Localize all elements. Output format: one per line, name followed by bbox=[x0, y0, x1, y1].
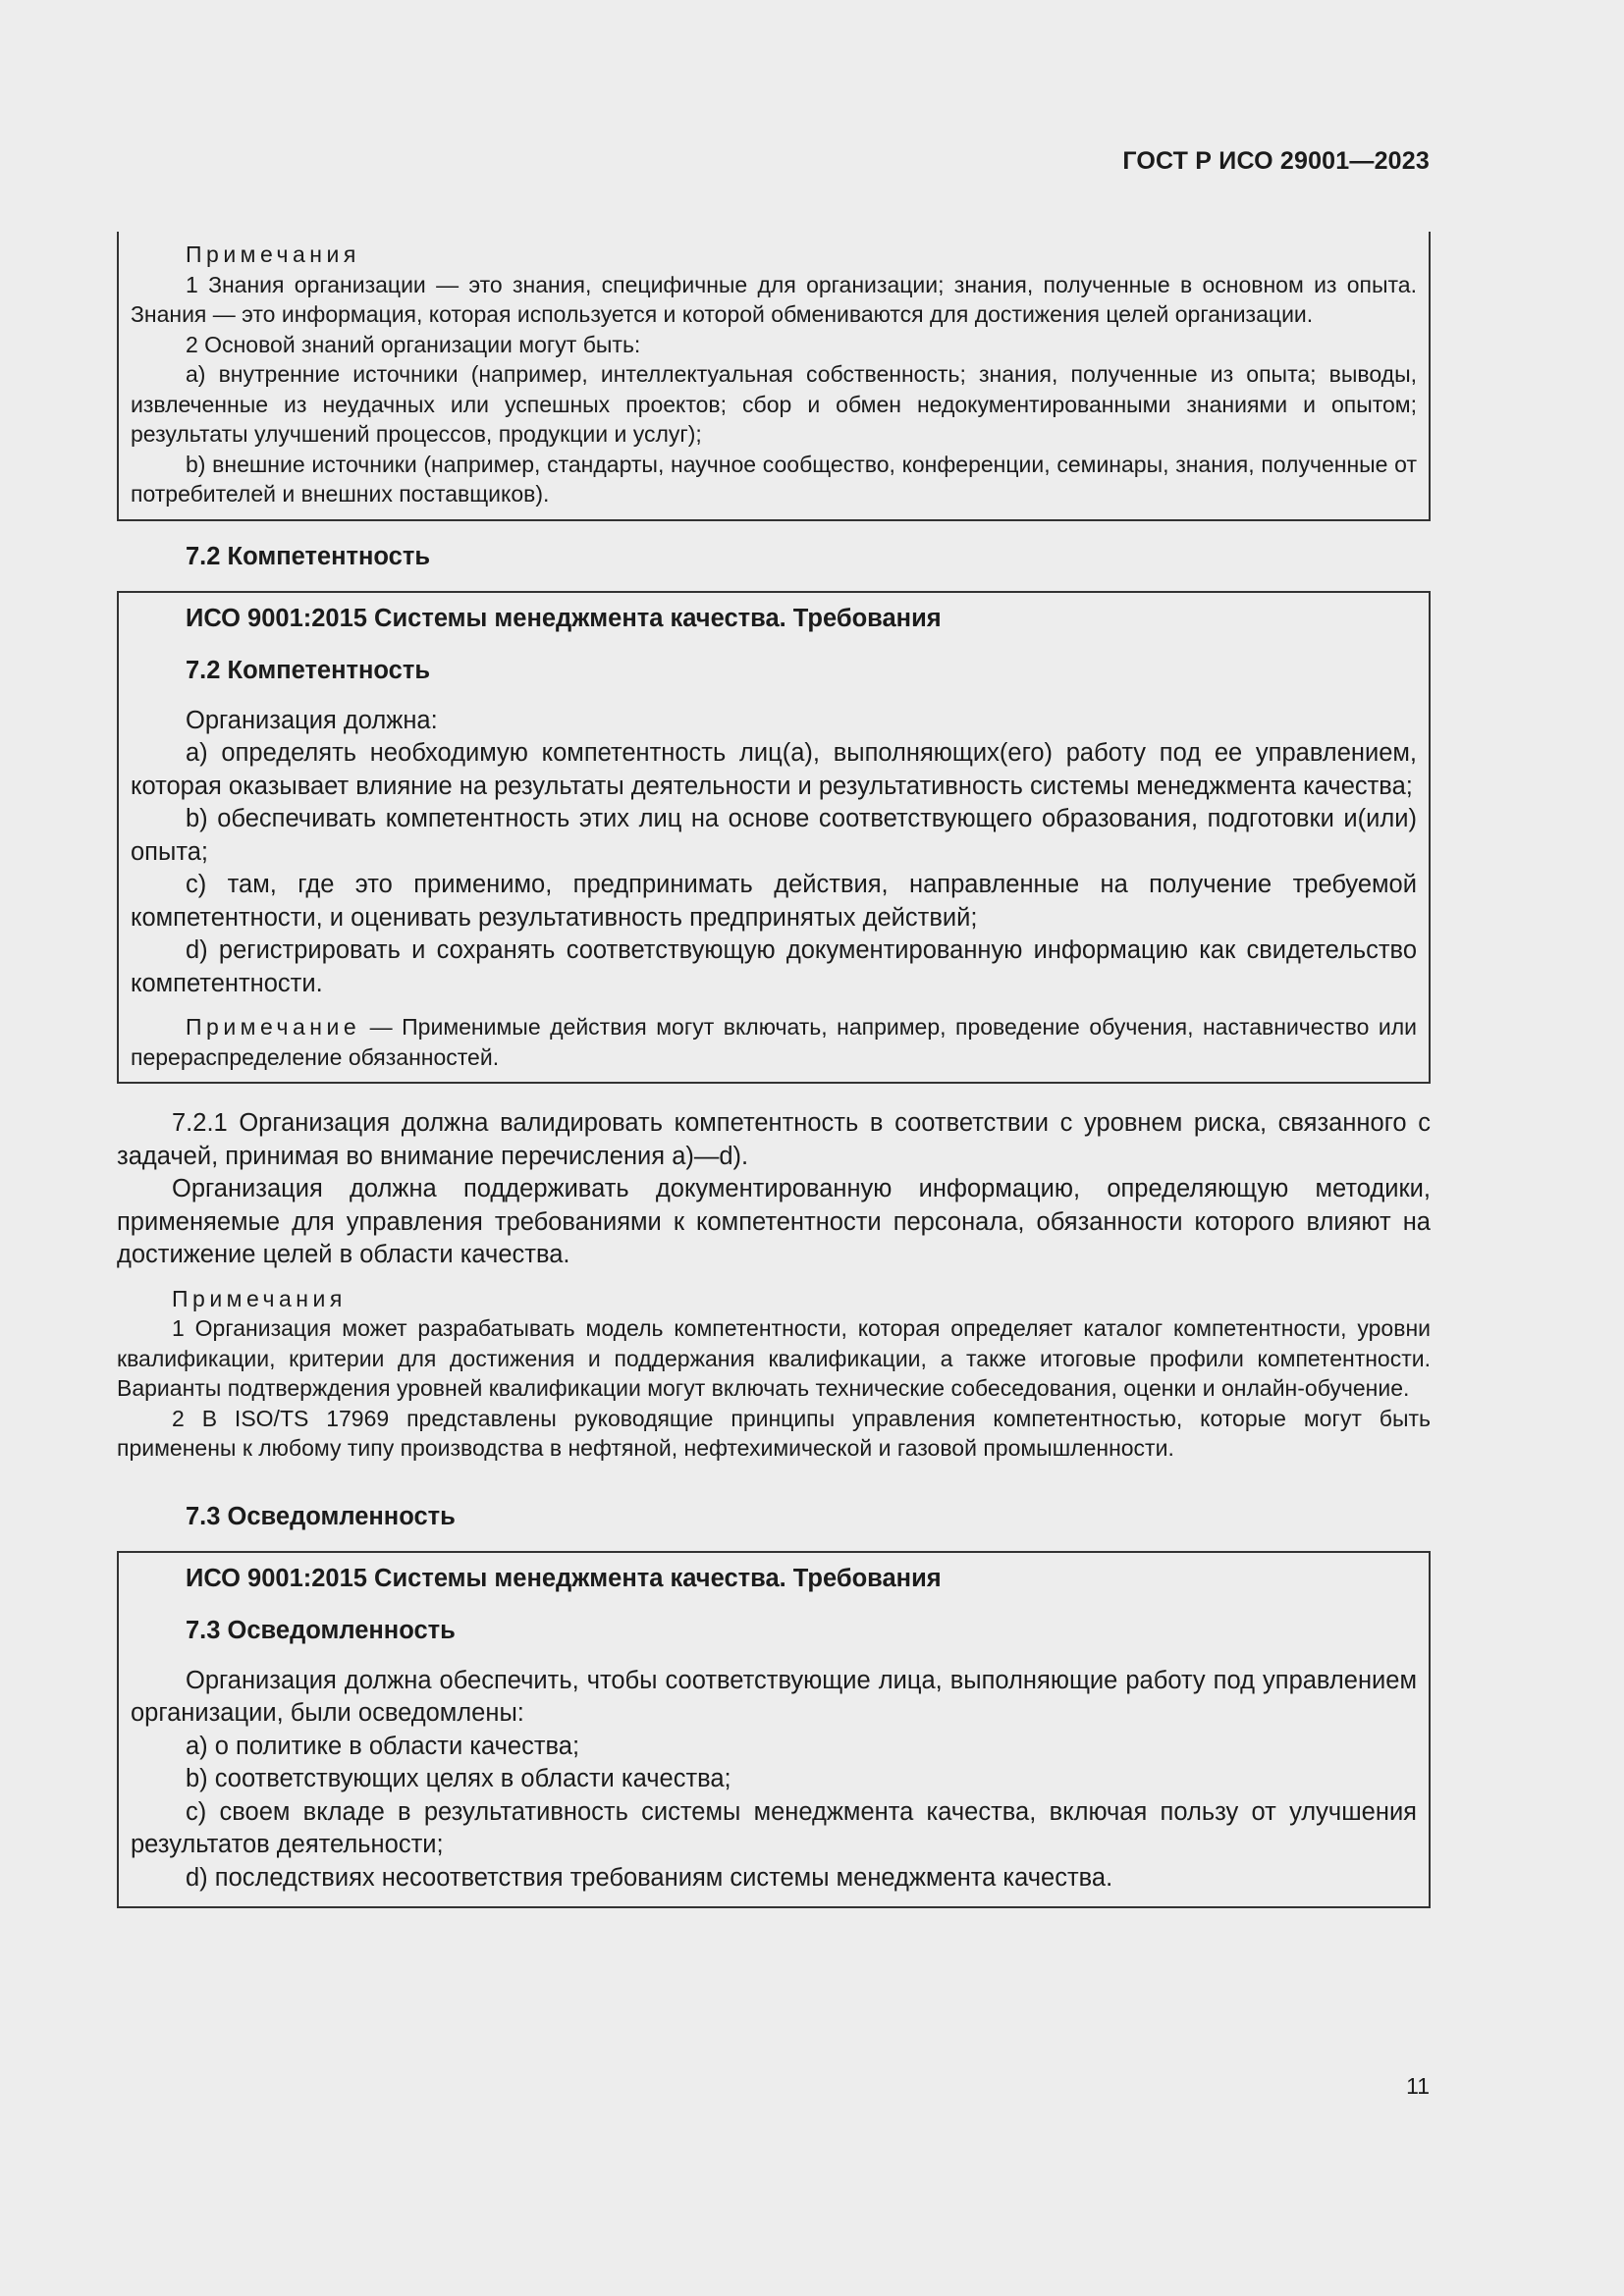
section-7-2-1 bbox=[117, 1107, 1431, 1272]
section-heading-7-2: 7.2 Компетентность bbox=[186, 542, 430, 570]
list-item-a: a) о политике в области качества; bbox=[186, 1732, 580, 1760]
list-item-b: b) обеспечивать компетентность этих лиц на основе соответствующего образования, подготовки и(или) опыта; bbox=[131, 805, 1417, 866]
list-item-c: c) своем вкладе в результативность системы менеджмента качества, включая пользу от улучшения результатов деятельности; bbox=[131, 1797, 1417, 1858]
notes-7-2-1 bbox=[117, 1284, 1431, 1464]
note-label: Примечание bbox=[186, 1014, 361, 1040]
section-heading-7-3: 7.3 Осведомленность bbox=[186, 1502, 456, 1530]
paragraph-documented-info: Организация должна поддерживать документированную информацию, определяющую методики, применяемые для управления требованиями к компетентности персонала, обязанности которого влияют на достижение целей в области качества. bbox=[117, 1175, 1431, 1268]
notes-heading: Примечания bbox=[172, 1285, 347, 1311]
list-item-c: c) там, где это применимо, предпринимать действия, направленные на получение требуемой компетентности, и оценивать результативность предпринятых действий; bbox=[131, 871, 1417, 932]
intro-text: Организация должна обеспечить, чтобы соответствующие лица, выполняющие работу под управлением организации, были осведомлены: bbox=[131, 1666, 1417, 1727]
list-item-d: d) последствиях несоответствия требованиям системы менеджмента качества. bbox=[186, 1863, 1113, 1892]
iso9001-quote-box-7-2 bbox=[117, 591, 1431, 1085]
note-1: 1 Организация может разрабатывать модель компетентности, которая определяет каталог компетентности, уровни квалификации, критерии для достижения и поддержания квалификации, а также итоговые профили компетентности. Варианты подтверждения уровней квалификации могут включать технические собеседования, оценки и онлайн-обучение. bbox=[117, 1315, 1431, 1401]
paragraph-7-2-1: 7.2.1 Организация должна валидировать компетентность в соответствии с уровнем риска, связанного с задачей, принимая во внимание перечисления a)—d). bbox=[117, 1109, 1431, 1170]
intro-text: Организация должна: bbox=[186, 706, 438, 734]
note-text: — Применимые действия могут включать, например, проведение обучения, наставничество или перераспределение обязанностей. bbox=[131, 1014, 1417, 1070]
list-item-d: d) регистрировать и сохранять соответствующую документированную информацию как свидетельство компетентности. bbox=[131, 936, 1417, 997]
iso9001-quote-box-7-3 bbox=[117, 1551, 1431, 1909]
standard-title: ИСО 9001:2015 Системы менеджмента качества. Требования bbox=[186, 604, 942, 632]
standard-title: ИСО 9001:2015 Системы менеджмента качества. Требования bbox=[186, 1564, 942, 1592]
document-id: ГОСТ Р ИСО 29001—2023 bbox=[1122, 147, 1430, 175]
quoted-section-heading: 7.2 Компетентность bbox=[186, 656, 430, 684]
note-2: 2 В ISO/TS 17969 представлены руководящие принципы управления компетентностью, которые могут быть применены к любому типу производства в нефтяной, нефтехимической и газовой промышленности. bbox=[117, 1405, 1431, 1461]
notes-box bbox=[117, 232, 1431, 521]
list-item-b: b) соответствующих целях в области качества; bbox=[186, 1765, 731, 1792]
note-2: 2 Основой знаний организации могут быть: bbox=[186, 331, 641, 357]
page-number: 11 bbox=[1406, 2073, 1430, 2099]
note-2-item-b: b) внешние источники (например, стандарты, научное сообщество, конференции, семинары, знания, полученные от потребителей и внешних поставщиков). bbox=[131, 451, 1417, 507]
page-content bbox=[117, 232, 1431, 1908]
note-2-item-a: a) внутренние источники (например, интеллектуальная собственность; знания, полученные из опыта; выводы, извлеченные из неудачных или успешных проектов; сбор и обмен недокументированными знаниями и опытом; результаты улучшений процессов, продукции и услуг); bbox=[131, 361, 1417, 447]
quoted-section-heading: 7.3 Осведомленность bbox=[186, 1616, 456, 1644]
list-item-a: a) определять необходимую компетентность лиц(а), выполняющих(его) работу под ее управлением, которая оказывает влияние на результаты деятельности и результативность системы менеджмента качества; bbox=[131, 739, 1417, 800]
note-1: 1 Знания организации — это знания, специфичные для организации; знания, полученные в основном из опыта. Знания — это информация, которая используется и которой обмениваются для достижения целей организации. bbox=[131, 271, 1417, 327]
note bbox=[131, 1012, 1417, 1072]
notes-heading: Примечания bbox=[186, 241, 360, 267]
